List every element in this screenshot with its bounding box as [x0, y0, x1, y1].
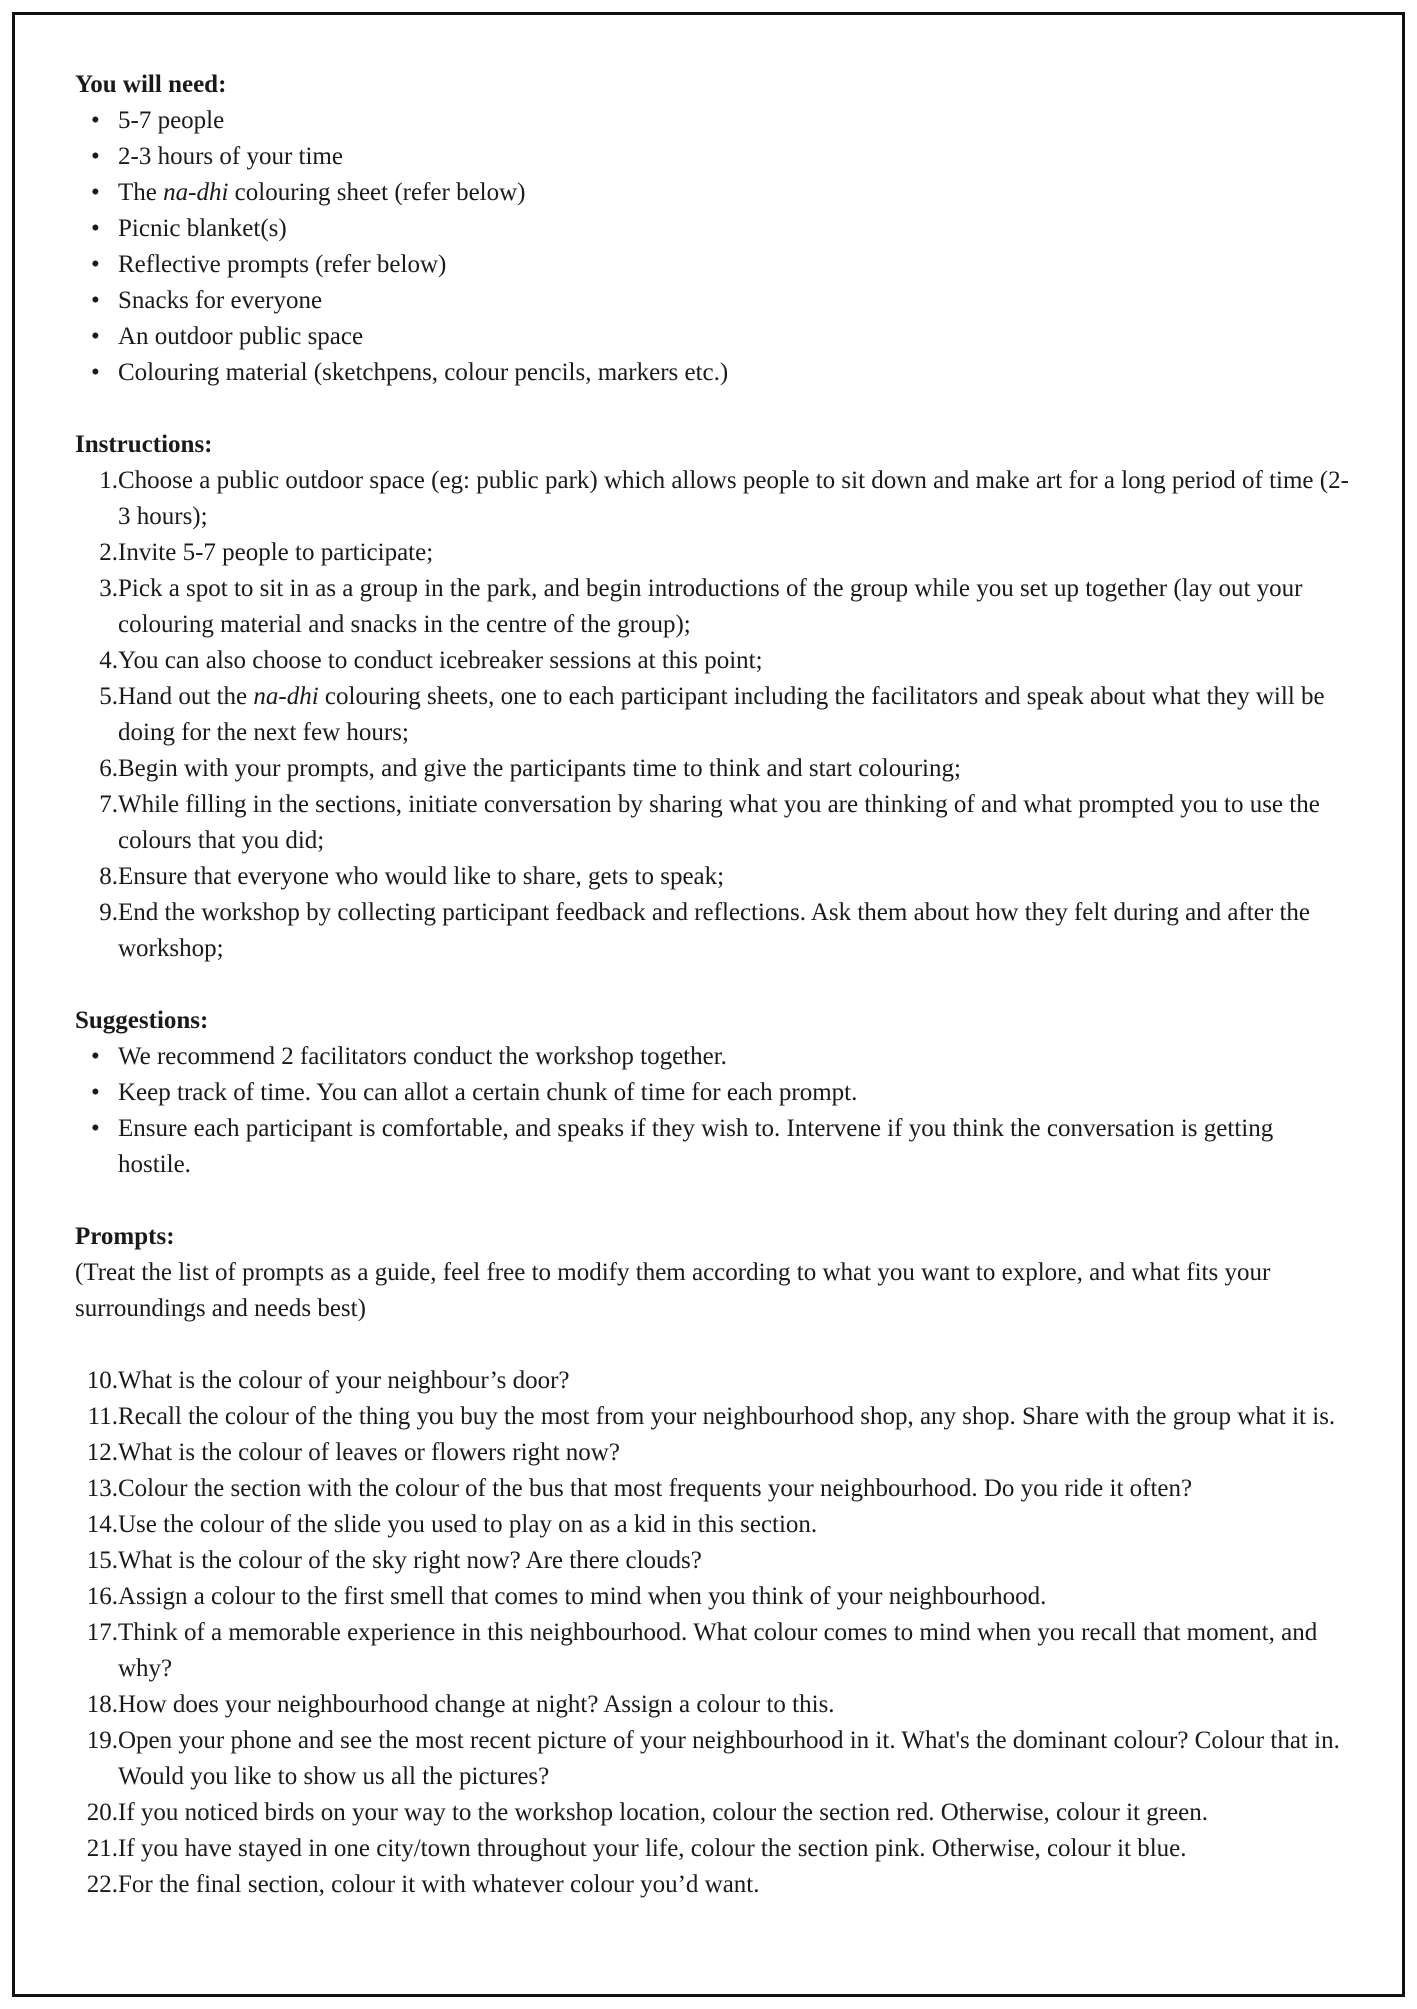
- list-item: • Colouring material (sketchpens, colour pencils, markers etc.): [75, 355, 1352, 391]
- list-item: 20. If you noticed birds on your way to the workshop location, colour the section red. Otherwise, colour it green.: [86, 1799, 1209, 1826]
- heading-you-will-need: You will need:: [75, 71, 227, 98]
- section-suggestions: [75, 1003, 1352, 1183]
- list-item: • Snacks for everyone: [75, 283, 1352, 319]
- list-item: 9. End the workshop by collecting participant feedback and reflections. Ask them about how they felt during and after the workshop;: [99, 899, 1310, 962]
- list-item: 16. Assign a colour to the first smell that comes to mind when you think of your neighbourhood.: [86, 1583, 1047, 1610]
- instructions-list: [75, 463, 1352, 967]
- list-item: • 5-7 people: [75, 103, 1352, 139]
- list-item: • Picnic blanket(s): [75, 211, 1352, 247]
- need-list: [75, 103, 1352, 391]
- list-item: • We recommend 2 facilitators conduct the workshop together.: [75, 1039, 1352, 1075]
- document-content: [75, 67, 1352, 1939]
- list-item: 7. While filling in the sections, initiate conversation by sharing what you are thinking of and what prompted you to use the colours that you did;: [99, 791, 1320, 854]
- prompts-intro: (Treat the list of prompts as a guide, feel free to modify them according to what you want to explore, and what fits your surroundings and needs best): [75, 1259, 1271, 1322]
- list-item: 13. Colour the section with the colour of the bus that most frequents your neighbourhood. Do you ride it often?: [86, 1475, 1193, 1502]
- section-you-will-need: [75, 67, 1352, 391]
- list-item: • Reflective prompts (refer below): [75, 247, 1352, 283]
- list-item: 22. For the final section, colour it with whatever colour you’d want.: [86, 1871, 760, 1898]
- list-item: • Ensure each participant is comfortable, and speaks if they wish to. Intervene if you think the conversation is getting hostile.: [75, 1111, 1352, 1183]
- list-item: 1. Choose a public outdoor space (eg: public park) which allows people to sit down and make art for a long period of time (2-3 hours);: [99, 467, 1349, 530]
- list-item: 12. What is the colour of leaves or flowers right now?: [86, 1439, 620, 1466]
- prompts-list: [75, 1363, 1352, 1903]
- suggestions-list: [75, 1039, 1352, 1183]
- list-item: 4. You can also choose to conduct icebreaker sessions at this point;: [99, 647, 763, 674]
- heading-prompts: Prompts:: [75, 1223, 175, 1250]
- list-item: 14. Use the colour of the slide you used to play on as a kid in this section.: [86, 1511, 818, 1538]
- list-item: 3. Pick a spot to sit in as a group in the park, and begin introductions of the group while you set up together (lay out your colouring material and snacks in the centre of the group);: [99, 575, 1303, 638]
- spacer: [75, 1327, 1352, 1363]
- list-item: 21. If you have stayed in one city/town throughout your life, colour the section pink. Otherwise, colour it blue.: [86, 1835, 1187, 1862]
- list-item: • 2-3 hours of your time: [75, 139, 1352, 175]
- list-item: • The na-dhi colouring sheet (refer below): [75, 175, 1352, 211]
- list-item: • An outdoor public space: [75, 319, 1352, 355]
- list-item: 18. How does your neighbourhood change at night? Assign a colour to this.: [86, 1691, 835, 1718]
- list-item: • Keep track of time. You can allot a certain chunk of time for each prompt.: [75, 1075, 1352, 1111]
- list-item: 6. Begin with your prompts, and give the participants time to think and start colouring;: [99, 755, 961, 782]
- heading-suggestions: Suggestions:: [75, 1007, 209, 1034]
- list-item: 2. Invite 5-7 people to participate;: [99, 539, 434, 566]
- list-item: 19. Open your phone and see the most recent picture of your neighbourhood in it. What's the dominant colour? Colour that in. Would you like to show us all the pictures?: [86, 1727, 1340, 1790]
- list-item: 10. What is the colour of your neighbour’s door?: [86, 1367, 570, 1394]
- list-item: 15. What is the colour of the sky right now? Are there clouds?: [86, 1547, 702, 1574]
- section-instructions: [75, 427, 1352, 967]
- list-item: 11. Recall the colour of the thing you buy the most from your neighbourhood shop, any shop. Share with the group what it is.: [87, 1403, 1336, 1430]
- section-prompts: [75, 1219, 1352, 1903]
- document-frame: [12, 12, 1405, 1997]
- list-item: 17. Think of a memorable experience in this neighbourhood. What colour comes to mind when you recall that moment, and why?: [86, 1619, 1318, 1682]
- list-item: 8. Ensure that everyone who would like to share, gets to speak;: [99, 863, 725, 890]
- list-item: 5. Hand out the na-dhi colouring sheets, one to each participant including the facilitators and speak about what they will be doing for the next few hours;: [99, 683, 1325, 746]
- heading-instructions: Instructions:: [75, 431, 213, 458]
